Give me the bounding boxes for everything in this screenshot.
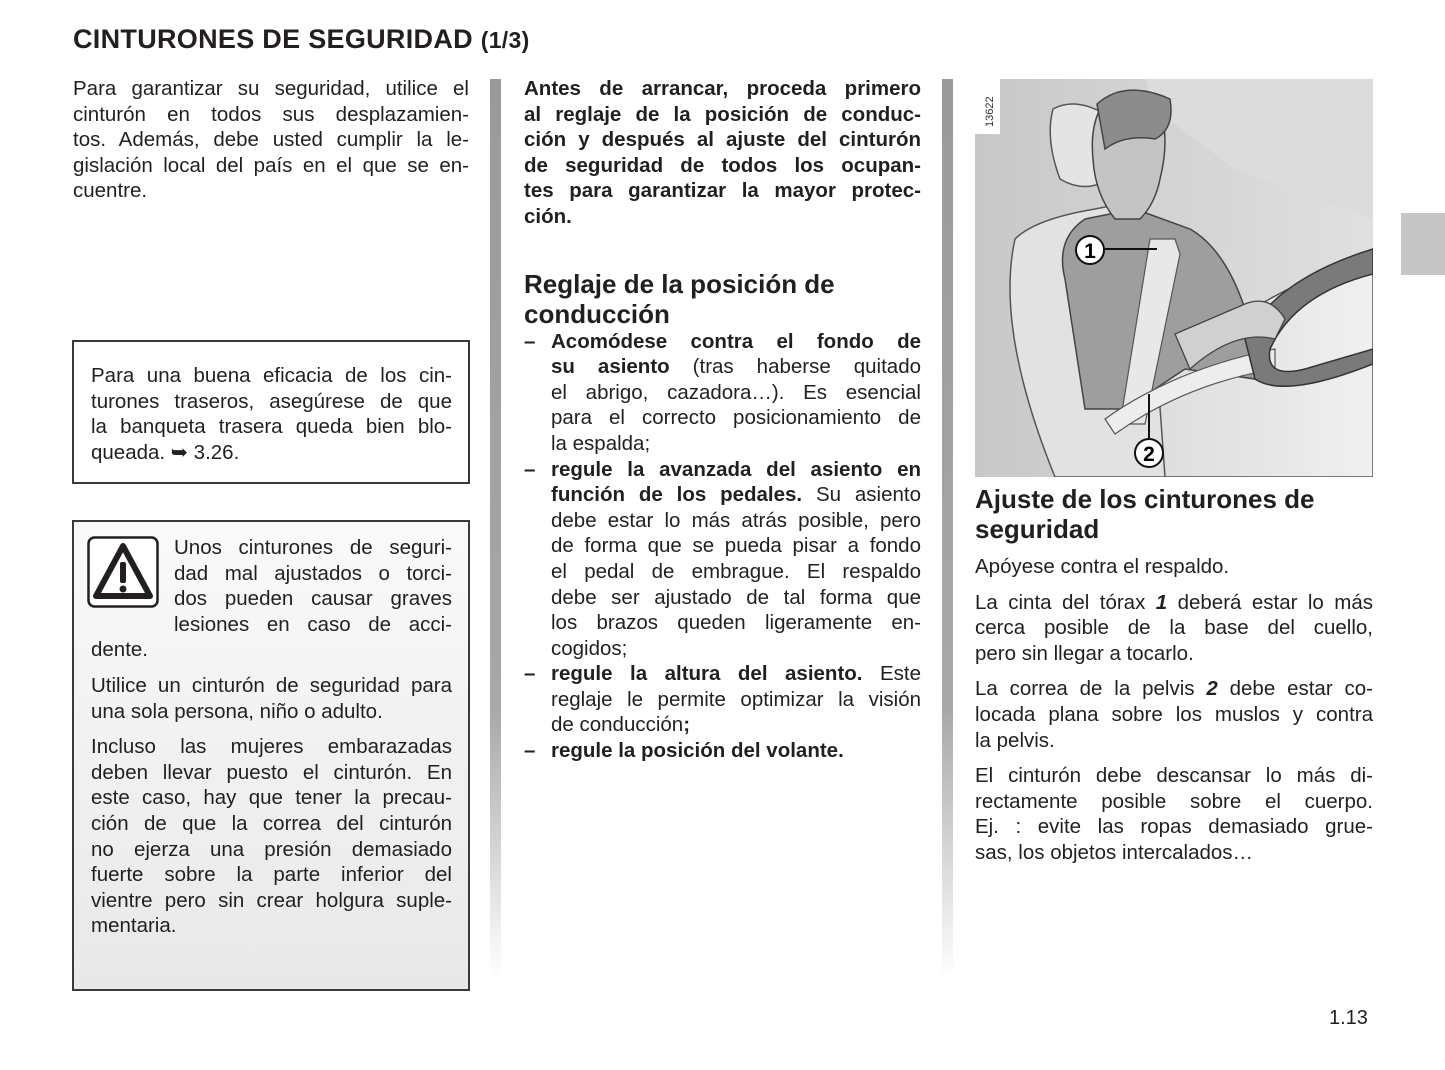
text-line (975, 554, 1373, 580)
text-segment: turones traseros, asegúrese de que (91, 389, 452, 413)
rear-seat-note-text (91, 363, 452, 465)
text-line (174, 561, 452, 587)
text-line (551, 636, 921, 662)
text-line (73, 102, 469, 128)
text-segment: locada plana sobre los muslos y contra (975, 702, 1373, 726)
text-segment: Para garantizar su seguridad, utilice el (73, 77, 469, 100)
text-line (91, 414, 452, 440)
text-segment: gislación local del país en el que se en- (73, 153, 469, 177)
text-line (524, 204, 921, 230)
text-line (975, 840, 1373, 866)
text-segment: regule la posición del volante. (551, 739, 844, 763)
seatbelt-illustration (975, 79, 1373, 477)
text-line (551, 738, 921, 764)
text-line (174, 612, 452, 638)
text-line (551, 508, 921, 534)
text-line (91, 734, 452, 760)
list-item (524, 329, 921, 457)
text-line (551, 482, 921, 508)
text-line (975, 590, 1373, 616)
text-segment: fuerte sobre la parte inferior del (91, 863, 452, 887)
text-segment: Apóyese contra el respaldo. (975, 555, 1230, 578)
column-separator (942, 79, 953, 979)
text-segment: Unos cinturones de seguri- (174, 536, 452, 559)
list-item (524, 457, 921, 662)
text-line (91, 888, 452, 914)
text-segment: debe estar co- (1217, 677, 1373, 701)
text-segment: de forma que se pueda pisar a fondo (551, 534, 921, 558)
text-segment: dente. (91, 638, 148, 662)
text-segment: reglaje le permite optimizar la visión (551, 687, 921, 711)
text-segment: Este (862, 662, 921, 686)
text-segment: los brazos queden ligeramente en- (551, 611, 921, 635)
list-item (524, 738, 921, 764)
text-segment: Antes de arrancar, proceda primero (524, 77, 921, 100)
text-segment: cogidos; (551, 636, 628, 660)
text-segment: para el correcto posicionamiento de (551, 406, 921, 430)
text-segment: mentaria. (91, 914, 177, 938)
text-line (91, 837, 452, 863)
column-separator (490, 79, 501, 979)
text-line (551, 661, 921, 687)
dash-bullet: – (524, 329, 536, 353)
text-line (174, 535, 452, 561)
heading-line: seguridad (975, 514, 1100, 544)
text-segment: de conducción (551, 713, 684, 737)
warning-triangle-icon (87, 536, 159, 608)
text-segment: Acomódese contra el fondo de (551, 329, 921, 353)
text-segment: ; (683, 713, 691, 737)
text-segment: la pelvis. (975, 728, 1055, 752)
text-segment: vientre pero sin crear holgura suple- (91, 888, 452, 912)
text-line (551, 329, 921, 355)
text-segment: rectamente posible sobre el cuerpo. (975, 789, 1373, 813)
driving-position-intro (524, 76, 921, 230)
text-line (73, 76, 469, 102)
text-line (975, 676, 1373, 702)
heading-line: Ajuste de los cinturones de (975, 484, 1315, 514)
text-segment: 1 (1155, 590, 1168, 614)
text-segment: deberá estar lo más (1167, 590, 1373, 614)
text-segment: dos pueden causar graves (174, 587, 452, 611)
text-segment: Ej. : evite las ropas demasiado grue- (975, 815, 1373, 839)
text-segment: ción. (524, 204, 572, 228)
text-line (91, 760, 452, 786)
text-line (524, 153, 921, 179)
intro-paragraph (73, 76, 469, 204)
text-segment: debe estar lo más atrás posible, pero (551, 508, 921, 532)
page-title-part: (1/3) (480, 27, 530, 53)
text-line (91, 389, 452, 415)
text-segment: una sola persona, niño o adulto. (91, 699, 383, 723)
text-line (551, 712, 921, 738)
text-line (91, 637, 452, 663)
paragraph (975, 590, 1373, 667)
list-item-text (551, 661, 921, 738)
page-number: 1.13 (1329, 1007, 1368, 1029)
text-segment: cerca posible de la base del cuello, (975, 616, 1373, 640)
text-line (551, 354, 921, 380)
text-segment: pero sin llegar a tocarlo. (975, 641, 1194, 665)
text-segment: el abrigo, cazadora…). Es esencial (551, 380, 921, 404)
text-segment: Incluso las mujeres embarazadas (91, 735, 452, 759)
text-line (174, 586, 452, 612)
text-line (975, 702, 1373, 728)
text-line (975, 814, 1373, 840)
text-line (551, 610, 921, 636)
text-line (91, 913, 452, 939)
text-line (73, 178, 469, 204)
warning-box (72, 520, 470, 991)
text-line (91, 673, 452, 699)
text-segment: deben llevar puesto el cinturón. En (91, 760, 452, 784)
belt-adjustment-heading (975, 484, 1373, 544)
driving-position-list (524, 329, 921, 764)
text-segment: de seguridad de todos los ocupan- (524, 153, 921, 177)
text-segment: Su asiento (802, 483, 921, 507)
text-line (551, 687, 921, 713)
warning-text-second (91, 673, 452, 724)
text-line (975, 615, 1373, 641)
text-line (551, 405, 921, 431)
text-segment: (tras haberse quitado (669, 355, 921, 379)
section-side-tab (1401, 213, 1445, 275)
text-line (975, 728, 1373, 754)
text-line (91, 699, 452, 725)
text-segment: la espalda; (551, 431, 651, 455)
text-line (91, 862, 452, 888)
text-line (524, 76, 921, 102)
heading-line: Reglaje de la posición de (524, 268, 835, 299)
text-segment: 2 (1206, 677, 1218, 701)
dash-bullet: – (524, 739, 536, 763)
text-segment: su asiento (551, 355, 670, 379)
text-line (524, 127, 921, 153)
dash-bullet: – (524, 457, 536, 481)
text-line (73, 127, 469, 153)
paragraph (975, 763, 1373, 865)
text-segment: ción y después al ajuste del cinturón (524, 128, 921, 152)
dash-bullet: – (524, 662, 536, 686)
rear-seat-note-box (72, 340, 470, 484)
text-segment: Utilice un cinturón de seguridad para (91, 673, 452, 697)
text-segment: Para una buena eficacia de los cin- (91, 364, 452, 387)
text-line (551, 559, 921, 585)
text-segment: sas, los objetos intercalados… (975, 840, 1254, 864)
list-item (524, 661, 921, 738)
text-line (91, 363, 452, 389)
text-line (551, 533, 921, 559)
text-line (91, 440, 452, 466)
page-title-main: CINTURONES DE SEGURIDAD (73, 24, 473, 54)
text-segment: La cinta del tórax (975, 590, 1156, 614)
callout-2: 2 (1143, 443, 1155, 466)
text-line (551, 457, 921, 483)
text-segment: debe ser ajustado de tal forma que (551, 585, 921, 609)
text-segment: El cinturón debe descansar lo más di- (975, 764, 1373, 788)
text-line (551, 585, 921, 611)
text-segment: cinturón en todos sus desplazamien- (73, 102, 469, 126)
list-item-text (551, 738, 921, 764)
text-segment: La correa de la pelvis (975, 677, 1207, 701)
text-segment: lesiones en caso de acci- (174, 612, 452, 636)
text-segment: la banqueta trasera queda bien blo- (91, 415, 452, 439)
belt-adjustment-text (975, 554, 1373, 866)
text-segment: queada. ➥ 3.26. (91, 440, 240, 464)
text-line (91, 785, 452, 811)
paragraph (975, 554, 1373, 580)
text-line (73, 153, 469, 179)
text-line (524, 102, 921, 128)
text-line (975, 789, 1373, 815)
list-item-text (551, 457, 921, 662)
text-segment: tes para garantizar la mayor protec- (524, 179, 921, 203)
text-line (524, 178, 921, 204)
text-segment: cuentre. (73, 179, 148, 203)
page-title (73, 24, 530, 55)
callout-1: 1 (1084, 240, 1096, 263)
heading-line: conducción (524, 298, 670, 329)
figure-ref-number: 13622 (984, 96, 996, 127)
text-segment: tos. Además, debe usted cumplir la le- (73, 128, 469, 152)
text-line (975, 763, 1373, 789)
warning-text-third (91, 734, 452, 939)
text-segment: regule la altura del asiento. (551, 662, 863, 686)
text-line (91, 811, 452, 837)
text-segment: ción de que la correa del cinturón (91, 811, 452, 835)
text-line (551, 431, 921, 457)
list-item-text (551, 329, 921, 457)
text-segment: este caso, hay que tener la precau- (91, 786, 452, 810)
text-line (551, 380, 921, 406)
text-segment: función de los pedales. (551, 483, 803, 507)
text-segment: no ejerza una presión demasiado (91, 837, 452, 861)
paragraph (975, 676, 1373, 753)
text-segment: al reglaje de la posición de conduc- (524, 102, 921, 126)
text-line (975, 641, 1373, 667)
driving-position-heading (524, 269, 921, 329)
text-segment: dad mal ajustados o torci- (174, 561, 452, 585)
text-segment: regule la avanzada del asiento en (551, 457, 921, 481)
text-segment: el pedal de embrague. El respaldo (551, 559, 921, 583)
